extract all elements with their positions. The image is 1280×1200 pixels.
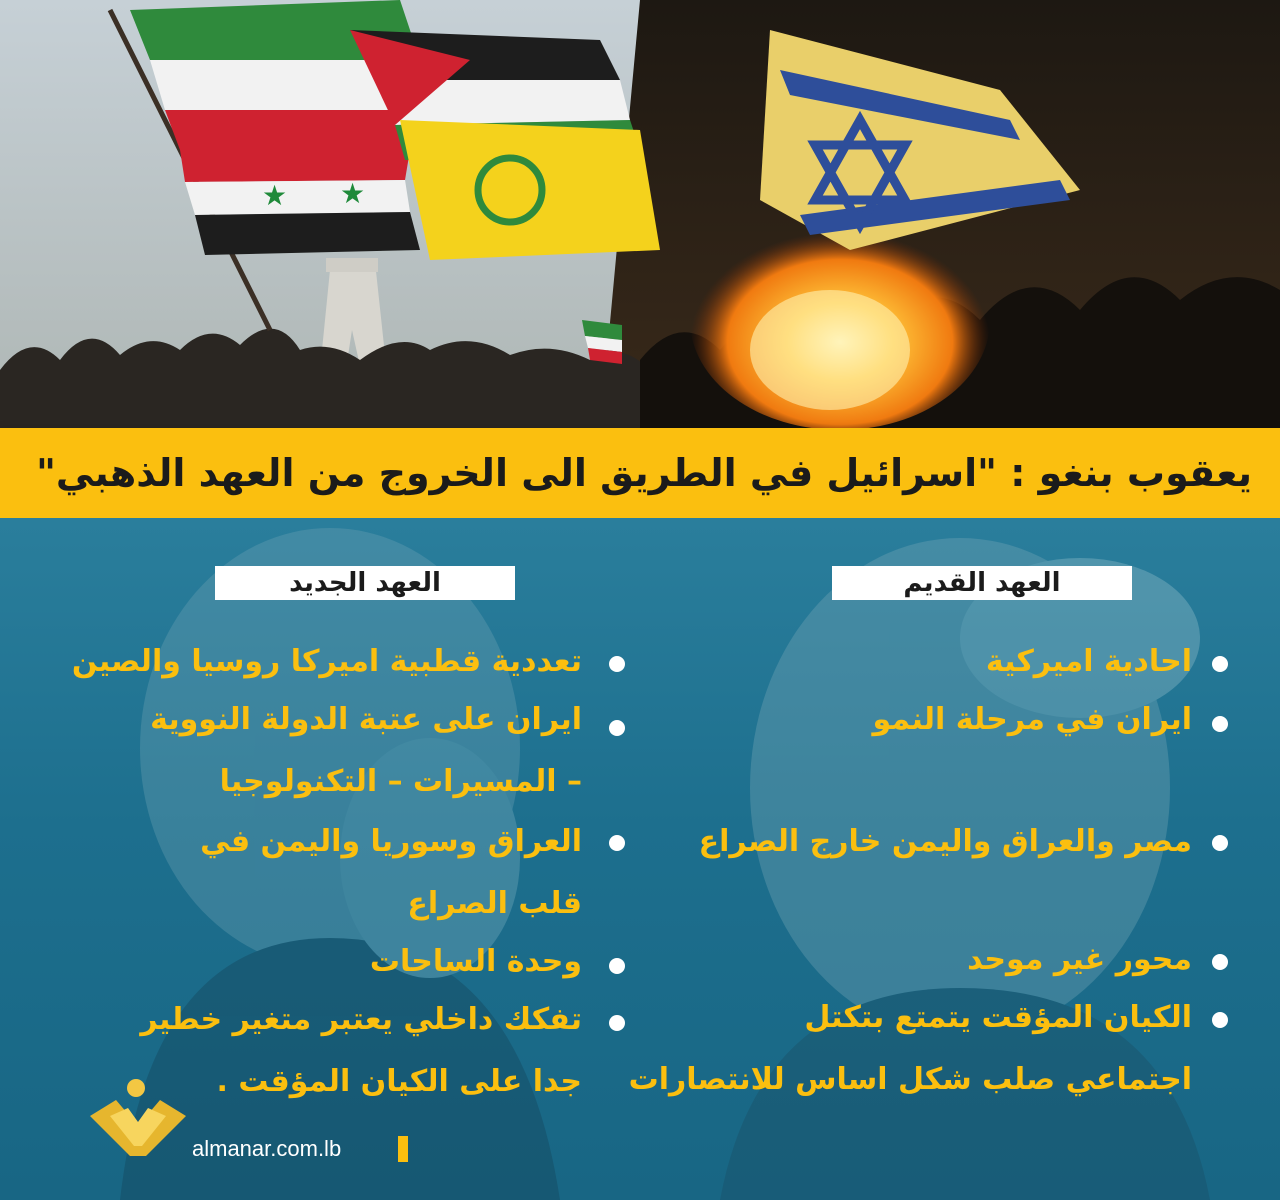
old-era-item: الكيان المؤقت يتمتع بتكتل <box>804 1000 1192 1035</box>
new-era-item: وحدة الساحات <box>369 944 582 979</box>
accent-mark <box>398 1136 408 1162</box>
new-era-heading: العهد الجديد <box>215 566 515 600</box>
bullet-dot <box>609 1015 625 1031</box>
bullet-dot <box>1212 835 1228 851</box>
bullet-dot <box>1212 656 1228 672</box>
page-title: يعقوب بنغو : "اسرائيل في الطريق الى الخروج من العهد الذهبي" <box>36 451 1252 495</box>
new-era-item: العراق وسوريا واليمن في <box>200 824 582 859</box>
almanar-logo-icon <box>88 1078 188 1158</box>
bullet-dot <box>1212 1012 1228 1028</box>
new-era-item: قلب الصراع <box>407 886 582 921</box>
bullet-dot <box>1212 954 1228 970</box>
new-era-item: – المسيرات – التكنولوجيا <box>219 764 582 799</box>
header-photo <box>0 0 1280 430</box>
protest-flags-illustration <box>0 0 1280 430</box>
svg-text:★: ★ <box>262 179 288 212</box>
new-era-item: تعددية قطبية اميركا روسيا والصين <box>71 644 582 679</box>
bullet-dot <box>609 656 625 672</box>
old-era-item: مصر والعراق واليمن خارج الصراع <box>698 824 1192 859</box>
bullet-dot <box>1212 716 1228 732</box>
new-era-item: ايران على عتبة الدولة النووية <box>150 702 582 737</box>
website-bar <box>178 1136 408 1162</box>
old-era-item: اجتماعي صلب شكل اساس للانتصارات <box>628 1062 1192 1097</box>
old-era-heading: العهد القديم <box>832 566 1132 600</box>
title-bar <box>0 428 1280 518</box>
website-link[interactable]: almanar.com.lb <box>192 1136 342 1161</box>
old-era-item: احادية اميركية <box>985 644 1192 679</box>
new-era-item: جدا على الكيان المؤقت . <box>216 1064 582 1099</box>
svg-text:★: ★ <box>340 177 366 210</box>
old-era-item: محور غير موحد <box>967 942 1192 977</box>
bullet-dot <box>609 835 625 851</box>
old-era-item: ايران في مرحلة النمو <box>872 702 1192 737</box>
bullet-dot <box>609 958 625 974</box>
bullet-dot <box>609 720 625 736</box>
new-era-item: تفكك داخلي يعتبر متغير خطير <box>140 1002 582 1037</box>
